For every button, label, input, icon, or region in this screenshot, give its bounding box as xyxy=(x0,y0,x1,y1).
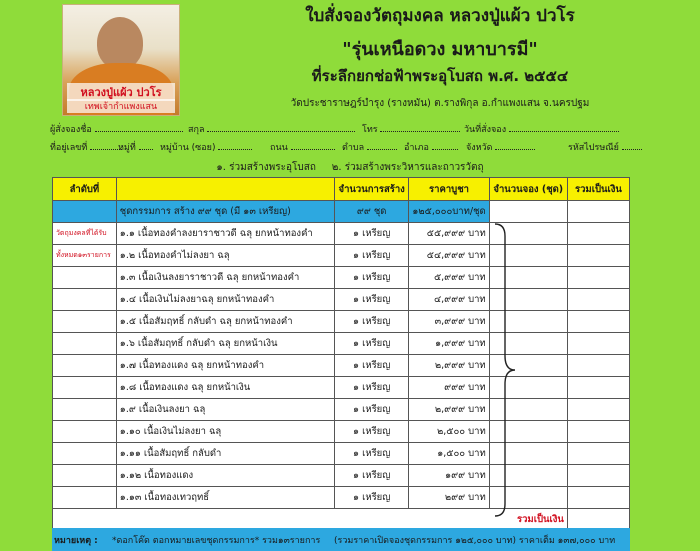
table-row xyxy=(53,465,630,487)
postcode-field[interactable]: รหัสไปรษณีย์ xyxy=(568,140,642,154)
item-name: ๑.๑๐ เนื้อเงินไม่ลงยา ฉลุ xyxy=(116,421,334,443)
occasion-title: ที่ระลึกยกช่อฟ้าพระอุโบสถ พ.ศ. ๒๕๕๔ xyxy=(311,67,569,85)
surname-field[interactable]: สกุล xyxy=(188,122,355,136)
item-name: ๑.๘ เนื้อทองแดง ฉลุ ยกหน้าเงิน xyxy=(116,377,334,399)
item-name: ๑.๗ เนื้อทองแดง ฉลุ ยกหน้าทองคำ xyxy=(116,355,334,377)
set-quantity: ๙๙ ชุด xyxy=(335,201,409,223)
set-total[interactable] xyxy=(567,201,629,223)
item-quantity: ๑ เหรียญ xyxy=(335,289,409,311)
tambon-field[interactable]: ตำบล xyxy=(342,140,397,154)
table-row xyxy=(53,421,630,443)
total-cell[interactable] xyxy=(567,333,629,355)
item-quantity: ๑ เหรียญ xyxy=(335,311,409,333)
total-cell[interactable] xyxy=(567,377,629,399)
table-header-row xyxy=(53,178,630,201)
table-row xyxy=(53,223,630,245)
footer-note xyxy=(52,528,630,551)
total-cell[interactable] xyxy=(567,223,629,245)
temple-address: วัดประชาราษฎร์บำรุง (รางหมัน) ต.รางพิกุล อ.กำแพงแสน จ.นครปฐม xyxy=(290,98,590,109)
table-row xyxy=(53,267,630,289)
road-field[interactable]: ถนน xyxy=(270,140,335,154)
table-row xyxy=(53,487,630,509)
total-cell[interactable] xyxy=(567,465,629,487)
item-quantity: ๑ เหรียญ xyxy=(335,377,409,399)
total-cell[interactable] xyxy=(567,421,629,443)
total-cell[interactable] xyxy=(567,443,629,465)
set-item: ชุดกรรมการ สร้าง ๙๙ ชุด (มี ๑๓ เหรียญ) xyxy=(116,201,334,223)
col-header-order-count: จำนวนจอง (ชุด) xyxy=(489,178,567,201)
item-price: ๙๙๙ บาท xyxy=(409,377,489,399)
total-cell[interactable] xyxy=(567,355,629,377)
table-row xyxy=(53,355,630,377)
phone-field[interactable]: โทร xyxy=(362,122,460,136)
total-label: รวมเป็นเงิน xyxy=(53,509,568,531)
house-number-field[interactable]: ที่อยู่เลขที่ xyxy=(50,140,122,154)
item-quantity: ๑ เหรียญ xyxy=(335,245,409,267)
committee-set-row xyxy=(53,201,630,223)
name-field[interactable]: ผู้สั่งจองชื่อ xyxy=(50,122,183,136)
col-header-quantity: จำนวนการสร้าง xyxy=(335,178,409,201)
item-quantity: ๑ เหรียญ xyxy=(335,223,409,245)
table-row xyxy=(53,311,630,333)
order-table xyxy=(52,177,630,531)
amphoe-field[interactable]: อำเภอ xyxy=(404,140,458,154)
item-price: ๔,๙๙๙ บาท xyxy=(409,289,489,311)
total-cell[interactable] xyxy=(567,245,629,267)
col-header-item xyxy=(116,178,334,201)
option-ordination-hall[interactable]: ๑. ร่วมสร้างพระอุโบสถ xyxy=(216,162,316,173)
table-row xyxy=(53,333,630,355)
side-note: ทั้งหมด๑๓รายการ xyxy=(53,245,117,267)
item-quantity: ๑ เหรียญ xyxy=(335,465,409,487)
set-price: ๑๒๕,๐๐๐บาท/ชุด xyxy=(409,201,489,223)
table-row xyxy=(53,289,630,311)
item-quantity: ๑ เหรียญ xyxy=(335,355,409,377)
item-name: ๑.๙ เนื้อเงินลงยา ฉลุ xyxy=(116,399,334,421)
donation-options xyxy=(0,160,700,175)
table-row xyxy=(53,377,630,399)
item-quantity: ๑ เหรียญ xyxy=(335,421,409,443)
item-name: ๑.๒ เนื้อทองคำไม่ลงยา ฉลุ xyxy=(116,245,334,267)
monk-head xyxy=(97,17,143,69)
item-price: ๑๙๙ บาท xyxy=(409,465,489,487)
footer-price-note: (รวมราคาเปิดจองชุดกรรมการ ๑๒๕,๐๐๐ บาท) ราคาเต็ม ๑๓๗,๐๐๐ บาท xyxy=(334,536,616,546)
item-quantity: ๑ เหรียญ xyxy=(335,267,409,289)
item-name: ๑.๑๒ เนื้อทองแดง xyxy=(116,465,334,487)
item-name: ๑.๖ เนื้อสัมฤทธิ์ กลับดำ ฉลุ ยกหน้าเงิน xyxy=(116,333,334,355)
footer-remark: *ดอกโค๊ด ตอกหมายเลขชุดกรรมการ* รวม๑๓รายการ xyxy=(112,536,321,546)
table-row xyxy=(53,245,630,267)
document-title: ใบสั่งจองวัตถุมงคล หลวงปู่แผ้ว ปวโร xyxy=(305,6,575,26)
footer-label: หมายเหตุ : xyxy=(54,536,98,546)
item-price: ๑,๙๙๙ บาท xyxy=(409,333,489,355)
moo-field[interactable]: หมู่ที่ xyxy=(118,140,153,154)
photo-caption: หลวงปู่แผ้ว ปวโร xyxy=(67,83,175,101)
item-quantity: ๑ เหรียญ xyxy=(335,399,409,421)
item-quantity: ๑ เหรียญ xyxy=(335,487,409,509)
item-name: ๑.๑๑ เนื้อสัมฤทธิ์ กลับดำ xyxy=(116,443,334,465)
item-price: ๒,๙๙๙ บาท xyxy=(409,355,489,377)
option-vihara[interactable]: ๒. ร่วมสร้างพระวิหารและถาวรวัตถุ xyxy=(331,162,484,173)
item-name: ๑.๕ เนื้อสัมฤทธิ์ กลับดำ ฉลุ ยกหน้าทองคำ xyxy=(116,311,334,333)
grouping-brace xyxy=(493,222,519,518)
side-note: วัตถุมงคลที่ได้รับ xyxy=(53,223,117,245)
table-row xyxy=(53,443,630,465)
item-price: ๕๕,๙๙๙ บาท xyxy=(409,223,489,245)
item-price: ๕,๙๙๙ บาท xyxy=(409,267,489,289)
item-name: ๑.๓ เนื้อเงินลงยาราชาวดี ฉลุ ยกหน้าทองคำ xyxy=(116,267,334,289)
edition-title: "รุ่นเหนือดวง มหาบารมี" xyxy=(342,39,538,60)
col-header-number: ลำดับที่ xyxy=(53,178,117,201)
item-price: ๑,๕๐๐ บาท xyxy=(409,443,489,465)
monk-photo xyxy=(62,4,180,116)
total-cell[interactable] xyxy=(567,267,629,289)
photo-subcaption: เทพเจ้ากำแพงแสน xyxy=(67,99,175,113)
item-quantity: ๑ เหรียญ xyxy=(335,443,409,465)
item-price: ๓,๙๙๙ บาท xyxy=(409,311,489,333)
item-price: ๒,๙๙๙ บาท xyxy=(409,399,489,421)
item-name: ๑.๔ เนื้อเงินไม่ลงยาฉลุ ยกหน้าทองคำ xyxy=(116,289,334,311)
total-cell[interactable] xyxy=(567,487,629,509)
set-order-count[interactable] xyxy=(489,201,567,223)
item-name: ๑.๑ เนื้อทองคำลงยาราชาวดี ฉลุ ยกหน้าทองคำ xyxy=(116,223,334,245)
total-cell[interactable] xyxy=(567,399,629,421)
village-field[interactable]: หมู่บ้าน (ซอย) xyxy=(160,140,252,154)
total-cell[interactable] xyxy=(567,311,629,333)
item-price: ๒,๕๐๐ บาท xyxy=(409,421,489,443)
col-header-total: รวมเป็นเงิน xyxy=(567,178,629,201)
total-cell[interactable] xyxy=(567,289,629,311)
item-price: ๕๔,๙๙๙ บาท xyxy=(409,245,489,267)
order-date-field[interactable]: วันที่สั่งจอง xyxy=(464,122,619,136)
item-quantity: ๑ เหรียญ xyxy=(335,333,409,355)
col-header-price: ราคาบูชา xyxy=(409,178,489,201)
item-name: ๑.๑๓ เนื้อทองเทวฤทธิ์ xyxy=(116,487,334,509)
item-price: ๒๙๙ บาท xyxy=(409,487,489,509)
table-row xyxy=(53,399,630,421)
province-field[interactable]: จังหวัด xyxy=(466,140,535,154)
